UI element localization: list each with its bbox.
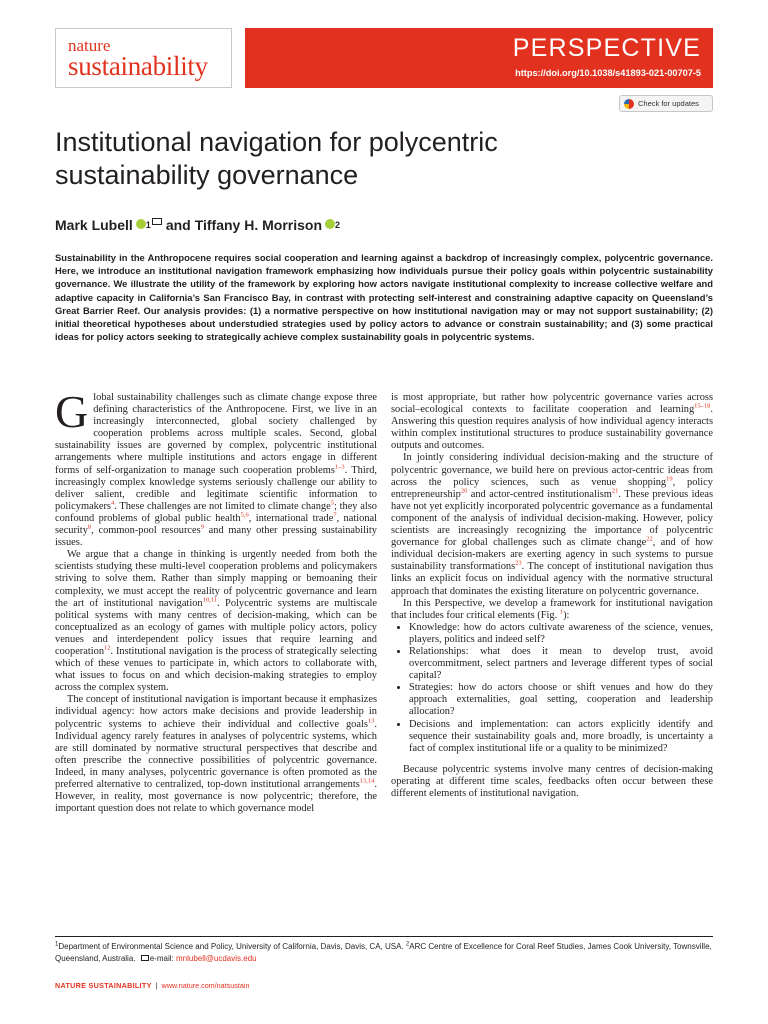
drop-cap: G bbox=[55, 386, 89, 437]
body-paragraph bbox=[55, 549, 377, 694]
text-run: . These previous ideas have not yet explicitly incorporated polycentric governance as a fundamental component of the analysis of individual decision-making. However, policy scientists are increasingly recognizing the importance of polycentric governance for global challenges such as climate change bbox=[391, 488, 713, 549]
citation-ref[interactable]: 10,11 bbox=[202, 596, 217, 604]
citation-ref[interactable]: 13 bbox=[367, 717, 375, 725]
footer-separator: | bbox=[155, 981, 158, 990]
citation-ref[interactable]: 4 bbox=[110, 499, 115, 507]
body-paragraph bbox=[391, 452, 713, 597]
abstract: Sustainability in the Anthropocene requires social cooperation and learning against a backdrop of increasingly complex, polycentric governance. Here, we introduce an institutional navigation framework emphasizing how individuals pursue their policy goals within polycentric sustainability governance. We illustrate the utility of the framework by exploring how actors navigate institutional complexity to increase collective welfare and adaptive capacity in California’s San Francisco Bay, in contrast with protecting self-interest and constraining adaptive capacity on Queensland’s Great Barrier Reef. Our analysis provides: (1) a normative perspective on how institutional navigation may or may not support sustainability; (2) initial theoretical hypotheses about understudied strategies used by policy actors to advance or constrain sustainability; and (3) some practical ideas for policy actors seeking to strategically achieve complex sustainability goals in polycentric systems. bbox=[55, 252, 713, 343]
affil-number: 2 bbox=[405, 941, 410, 948]
author-name[interactable]: Tiffany H. Morrison bbox=[194, 217, 323, 233]
crossmark-icon bbox=[624, 99, 634, 109]
text-run: In this Perspective, we develop a framework for institutional navigation that includes four critical elements (Fig. bbox=[391, 597, 713, 621]
text-run: . The concept of institutional navigation thus links an explicit focus on individual agency with the normative structural approach that dominates the existing literature on polycentric governance. bbox=[391, 561, 713, 597]
citation-ref[interactable]: 21 bbox=[611, 487, 619, 495]
body-paragraph bbox=[391, 764, 713, 800]
list-item: • Relationships: what does it mean to develop trust, avoid overcommitment, select partners and leverage different types of social capital? bbox=[409, 646, 713, 682]
citation-ref[interactable]: 5 bbox=[330, 499, 334, 507]
citation-ref[interactable]: 1–3 bbox=[334, 463, 345, 471]
text-run: , national security bbox=[55, 512, 378, 537]
body-paragraph bbox=[55, 694, 377, 815]
article-type-label: PERSPECTIVE bbox=[512, 34, 701, 62]
body-paragraph bbox=[391, 392, 713, 452]
citation-ref[interactable]: 12 bbox=[104, 644, 111, 652]
logo-sustainability-text: sustainability bbox=[68, 51, 208, 81]
citation-ref[interactable]: 8 bbox=[87, 523, 92, 531]
text-run: . Institutional navigation is the process of strategically selecting which of these venues to participate in, which actors to collaborate with, what issues to focus on and which decision-making strategies to employ across the complex system. bbox=[55, 645, 377, 694]
email-label: e-mail: bbox=[149, 953, 174, 963]
text-run: , and of how individual decision-makers are exerting agency in such systems to pursue sustainability transformations bbox=[391, 537, 713, 573]
citation-ref[interactable]: 5,6 bbox=[240, 511, 249, 519]
author-list: Mark Lubell 1 and Tiffany H. Morrison 2 bbox=[55, 217, 341, 233]
text-run: . These challenges are not limited to climate change bbox=[114, 500, 331, 512]
citation-ref[interactable]: 13,14 bbox=[359, 777, 375, 785]
email-link[interactable]: mnlubell@ucdavis.edu bbox=[175, 953, 257, 963]
check-updates-label: Check for updates bbox=[638, 99, 699, 108]
email-icon bbox=[141, 955, 149, 961]
author-join-word: and bbox=[165, 217, 191, 233]
orcid-icon[interactable] bbox=[325, 219, 335, 229]
text-run: is most appropriate, but rather how polycentric governance varies across social–ecological contexts to facilitate cooperation and learning bbox=[391, 392, 713, 416]
text-run: In jointly considering individual decision-making and the structure of polycentric governance, we build here on previous actor-centric ideas from across the policy sciences, such as venue shopping bbox=[391, 452, 713, 488]
citation-ref[interactable]: 22 bbox=[646, 535, 653, 543]
affiliations bbox=[55, 941, 713, 964]
text-run: The concept of institutional navigation is important because it emphasizes individual agency: how actors make decisions and provide leadership in polycentric systems to achieve their individual and collective goals bbox=[55, 694, 377, 730]
affiliation-2: ARC Centre of Excellence for Coral Reef Studies, James Cook University, Townsville, Queensland, Australia. bbox=[55, 942, 712, 963]
check-for-updates-button[interactable] bbox=[619, 95, 713, 112]
article-type-banner bbox=[245, 28, 713, 88]
text-run: . Individual agency rarely features in analyses of polycentric systems, which are still dominated by normative structural perspectives that describe and often prescribe the connective possibilities of polycentric governance. Indeed, in many analyses, polycentric governance is often promoted as the preferred alternative to centralized, top-down institutional arrangements bbox=[55, 718, 377, 790]
list-item: • Strategies: how do actors choose or shift venues and how do they approach externalities, goal setting, cooperation and leadership allocation? bbox=[409, 682, 713, 718]
footnote-divider bbox=[55, 936, 713, 937]
text-run: lobal sustainability challenges such as climate change expose three defining characteristics of the Anthropocene. First, we live in an increasingly interconnected, global society challenged by cooperation problems across multiple scales. Second, global sustainability issues are governed by complex, polycentric institutional arrangements where multiple institutions and actors engage in different forms of self-organization to manage such cooperation problems bbox=[55, 392, 377, 476]
orcid-icon[interactable] bbox=[136, 219, 146, 229]
text-run: ): bbox=[563, 609, 570, 621]
email-icon[interactable] bbox=[152, 218, 162, 225]
text-run: . Third, increasingly complex knowledge systems seriously challenge our ability to deliver salient, credible and legitimate scientific information to policymakers bbox=[55, 464, 377, 512]
footer-url[interactable]: www.nature.com/natsustain bbox=[161, 981, 250, 990]
body-column-right bbox=[391, 392, 713, 800]
citation-ref[interactable]: 1 bbox=[559, 608, 564, 616]
text-run: , common-pool resources bbox=[91, 525, 201, 537]
author-name[interactable]: Mark Lubell bbox=[55, 217, 133, 233]
citation-ref[interactable]: 23 bbox=[515, 559, 522, 567]
body-paragraph bbox=[55, 386, 378, 549]
text-run: and many other pressing sustainability issues. bbox=[55, 525, 377, 549]
body-column-left bbox=[55, 386, 378, 815]
footer-journal-name: NATURE SUSTAINABILITY bbox=[55, 981, 152, 990]
affiliation-1: Department of Environmental Science and Policy, University of California, Davis, Davis, CA, USA. bbox=[58, 942, 404, 951]
list-item: • Decisions and implementation: can actors explicitly identify and sequence their sustainability goals and, more broadly, is uncertainty a fact of complex institutional life or a quality to be minimized? bbox=[409, 719, 713, 755]
article-title: Institutional navigation for polycentric sustainability governance bbox=[55, 127, 498, 190]
citation-ref[interactable]: 15–18 bbox=[694, 402, 711, 410]
body-paragraph bbox=[391, 598, 713, 622]
list-item: • Knowledge: how do actors cultivate awareness of the science, venues, players, politics and indeed self? bbox=[409, 622, 713, 646]
framework-elements-list bbox=[391, 622, 713, 755]
citation-ref[interactable]: 20 bbox=[460, 487, 468, 495]
affil-number: 1 bbox=[55, 941, 59, 948]
text-run: We argue that a change in thinking is urgently needed from both the scientists studying these multi-level cooperation problems and policymakers striving to solve them. Rather than simply mapping or bemoaning their complexity, we must accept the reality of polycentric governance and learn the art of institutional navigation bbox=[55, 549, 377, 609]
text-run: , policy entrepreneurship bbox=[391, 476, 713, 500]
doi-link[interactable]: https://doi.org/10.1038/s41893-021-00707-5 bbox=[515, 68, 701, 78]
citation-ref[interactable]: 7 bbox=[333, 511, 337, 519]
logo-nature-text: nature bbox=[68, 36, 111, 55]
page-footer bbox=[55, 981, 249, 990]
text-run: ; they also confound problems of global public health bbox=[55, 500, 377, 524]
text-run: and actor-centred institutionalism bbox=[467, 488, 612, 500]
citation-ref[interactable]: 19 bbox=[666, 475, 673, 483]
citation-ref[interactable]: 9 bbox=[200, 523, 204, 531]
text-run: . However, in reality, most governance is now polycentric; therefore, the important question does not relate to which governance model bbox=[55, 779, 377, 815]
text-run: . Polycentric systems are multiscale political systems with many centres of decision-making, which can be conceptualized as an ecology of games with multiple policy actors, policy venues and interdependent policy issues that require learning and cooperation bbox=[55, 597, 377, 657]
text-run: Because polycentric systems involve many centres of decision-making operating at different time scales, feedbacks often occur between these different elements of institutional navigation. bbox=[391, 763, 713, 799]
text-run: , international trade bbox=[248, 512, 334, 524]
text-run: . Answering this question requires analysis of how individual agency interacts within complex institutional structures to produce sustainability governance outputs and outcomes. bbox=[391, 404, 713, 452]
journal-logo bbox=[55, 28, 232, 88]
